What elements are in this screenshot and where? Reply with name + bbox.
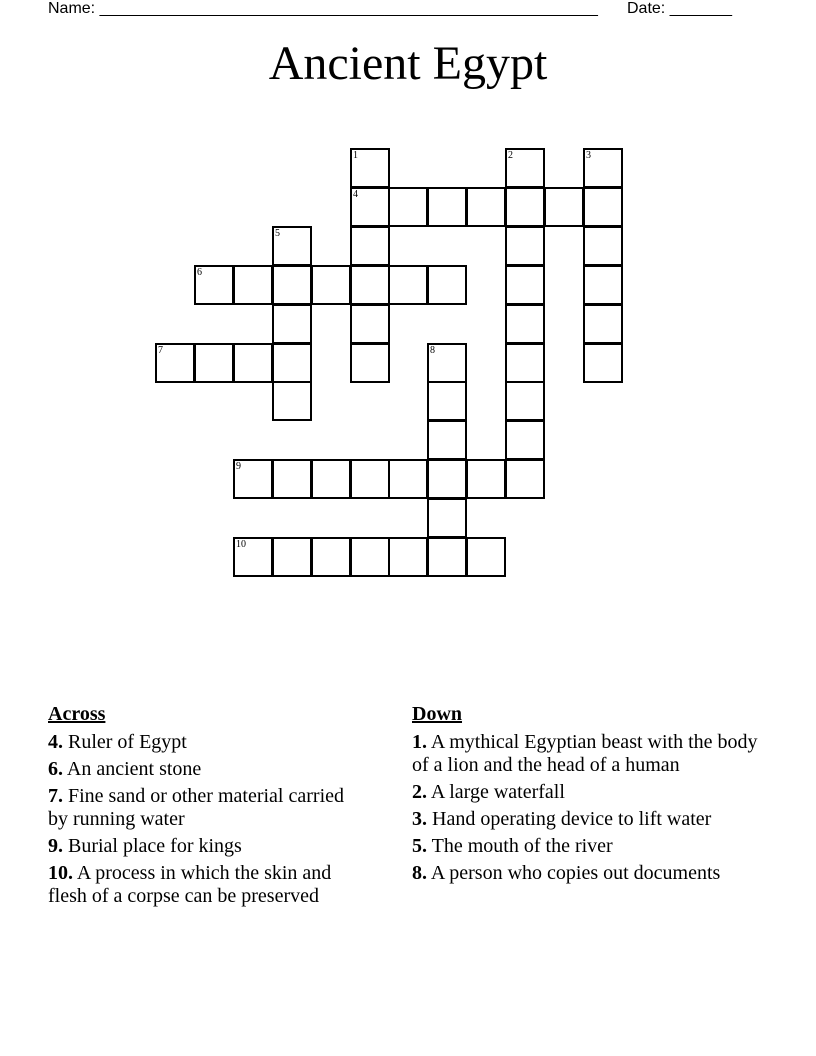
crossword-cell[interactable] (272, 459, 312, 499)
crossword-cell[interactable] (427, 265, 467, 305)
crossword-cell[interactable] (427, 498, 467, 538)
crossword-cell[interactable] (194, 343, 234, 383)
crossword-cell[interactable] (350, 343, 390, 383)
crossword-cell[interactable] (427, 187, 467, 227)
crossword-cell[interactable] (350, 459, 390, 499)
crossword-cell[interactable] (350, 148, 390, 188)
crossword-cell[interactable] (427, 420, 467, 460)
clue-number: 8 (430, 345, 435, 356)
down-clue: 2. A large waterfall (412, 781, 565, 803)
down-clue: 1. A mythical Egyptian beast with the body of a lion and the head of a human (412, 731, 758, 776)
crossword-cell[interactable] (505, 148, 545, 188)
across-heading: Across (48, 703, 106, 725)
crossword-cell[interactable] (427, 381, 467, 421)
crossword-cell[interactable] (311, 459, 351, 499)
crossword-cell[interactable] (388, 187, 428, 227)
crossword-cell[interactable] (505, 420, 545, 460)
across-clues (48, 703, 358, 912)
clue-number: 1 (353, 150, 358, 161)
crossword-cell[interactable] (272, 304, 312, 344)
across-clue: 7. Fine sand or other material carried by running water (48, 785, 344, 830)
crossword-cell[interactable] (272, 265, 312, 305)
crossword-cell[interactable] (272, 226, 312, 266)
down-clue: 5. The mouth of the river (412, 835, 613, 857)
clue-number: 10 (236, 539, 246, 550)
crossword-cell[interactable] (272, 537, 312, 577)
crossword-cell[interactable] (583, 343, 623, 383)
clue-number: 4 (353, 189, 358, 200)
crossword-cell[interactable] (505, 265, 545, 305)
crossword-cell[interactable] (350, 187, 390, 227)
crossword-cell[interactable] (272, 343, 312, 383)
down-heading: Down (412, 703, 463, 725)
clue-number: 3 (586, 150, 591, 161)
crossword-cell[interactable] (466, 187, 506, 227)
crossword-cell[interactable] (583, 187, 623, 227)
crossword-cell[interactable] (388, 459, 428, 499)
crossword-cell[interactable] (505, 226, 545, 266)
across-clue: 9. Burial place for kings (48, 835, 242, 857)
name-field[interactable]: Name: ________________________________________________________ (48, 0, 598, 17)
crossword-cell[interactable] (350, 226, 390, 266)
down-clue: 8. A person who copies out documents (412, 862, 721, 884)
crossword-cell[interactable] (505, 187, 545, 227)
crossword-cell[interactable] (233, 537, 273, 577)
date-field[interactable]: Date: _______ (627, 0, 732, 17)
crossword-cell[interactable] (583, 304, 623, 344)
crossword-cell[interactable] (583, 265, 623, 305)
crossword-cell[interactable] (233, 265, 273, 305)
crossword-cell[interactable] (350, 304, 390, 344)
crossword-cell[interactable] (233, 343, 273, 383)
crossword-cell[interactable] (505, 343, 545, 383)
crossword-cell[interactable] (427, 537, 467, 577)
crossword-cell[interactable] (311, 265, 351, 305)
crossword-cell[interactable] (583, 226, 623, 266)
crossword-cell[interactable] (466, 537, 506, 577)
crossword-cell[interactable] (233, 459, 273, 499)
crossword-cell[interactable] (388, 265, 428, 305)
clue-number: 6 (197, 267, 202, 278)
crossword-cell[interactable] (350, 265, 390, 305)
crossword-cell[interactable] (544, 187, 584, 227)
clue-number: 7 (158, 345, 163, 356)
crossword-cell[interactable] (272, 381, 312, 421)
crossword-cell[interactable] (583, 148, 623, 188)
across-clue: 10. A process in which the skin and flesh of a corpse can be preserved (48, 862, 332, 907)
crossword-cell[interactable] (505, 381, 545, 421)
clue-number: 5 (275, 228, 280, 239)
crossword-cell[interactable] (388, 537, 428, 577)
clue-number: 9 (236, 461, 241, 472)
across-clue: 4. Ruler of Egypt (48, 731, 187, 753)
down-clue: 3. Hand operating device to lift water (412, 808, 712, 830)
clue-number: 2 (508, 150, 513, 161)
crossword-cell[interactable] (427, 459, 467, 499)
page-title: Ancient Egypt (268, 37, 548, 90)
down-clues (412, 703, 762, 889)
crossword-cell[interactable] (505, 304, 545, 344)
crossword-cell[interactable] (350, 537, 390, 577)
crossword-cell[interactable] (427, 343, 467, 383)
across-clue: 6. An ancient stone (48, 758, 202, 780)
crossword-cell[interactable] (194, 265, 234, 305)
crossword-cell[interactable] (155, 343, 195, 383)
crossword-cell[interactable] (311, 537, 351, 577)
crossword-cell[interactable] (505, 459, 545, 499)
crossword-cell[interactable] (466, 459, 506, 499)
